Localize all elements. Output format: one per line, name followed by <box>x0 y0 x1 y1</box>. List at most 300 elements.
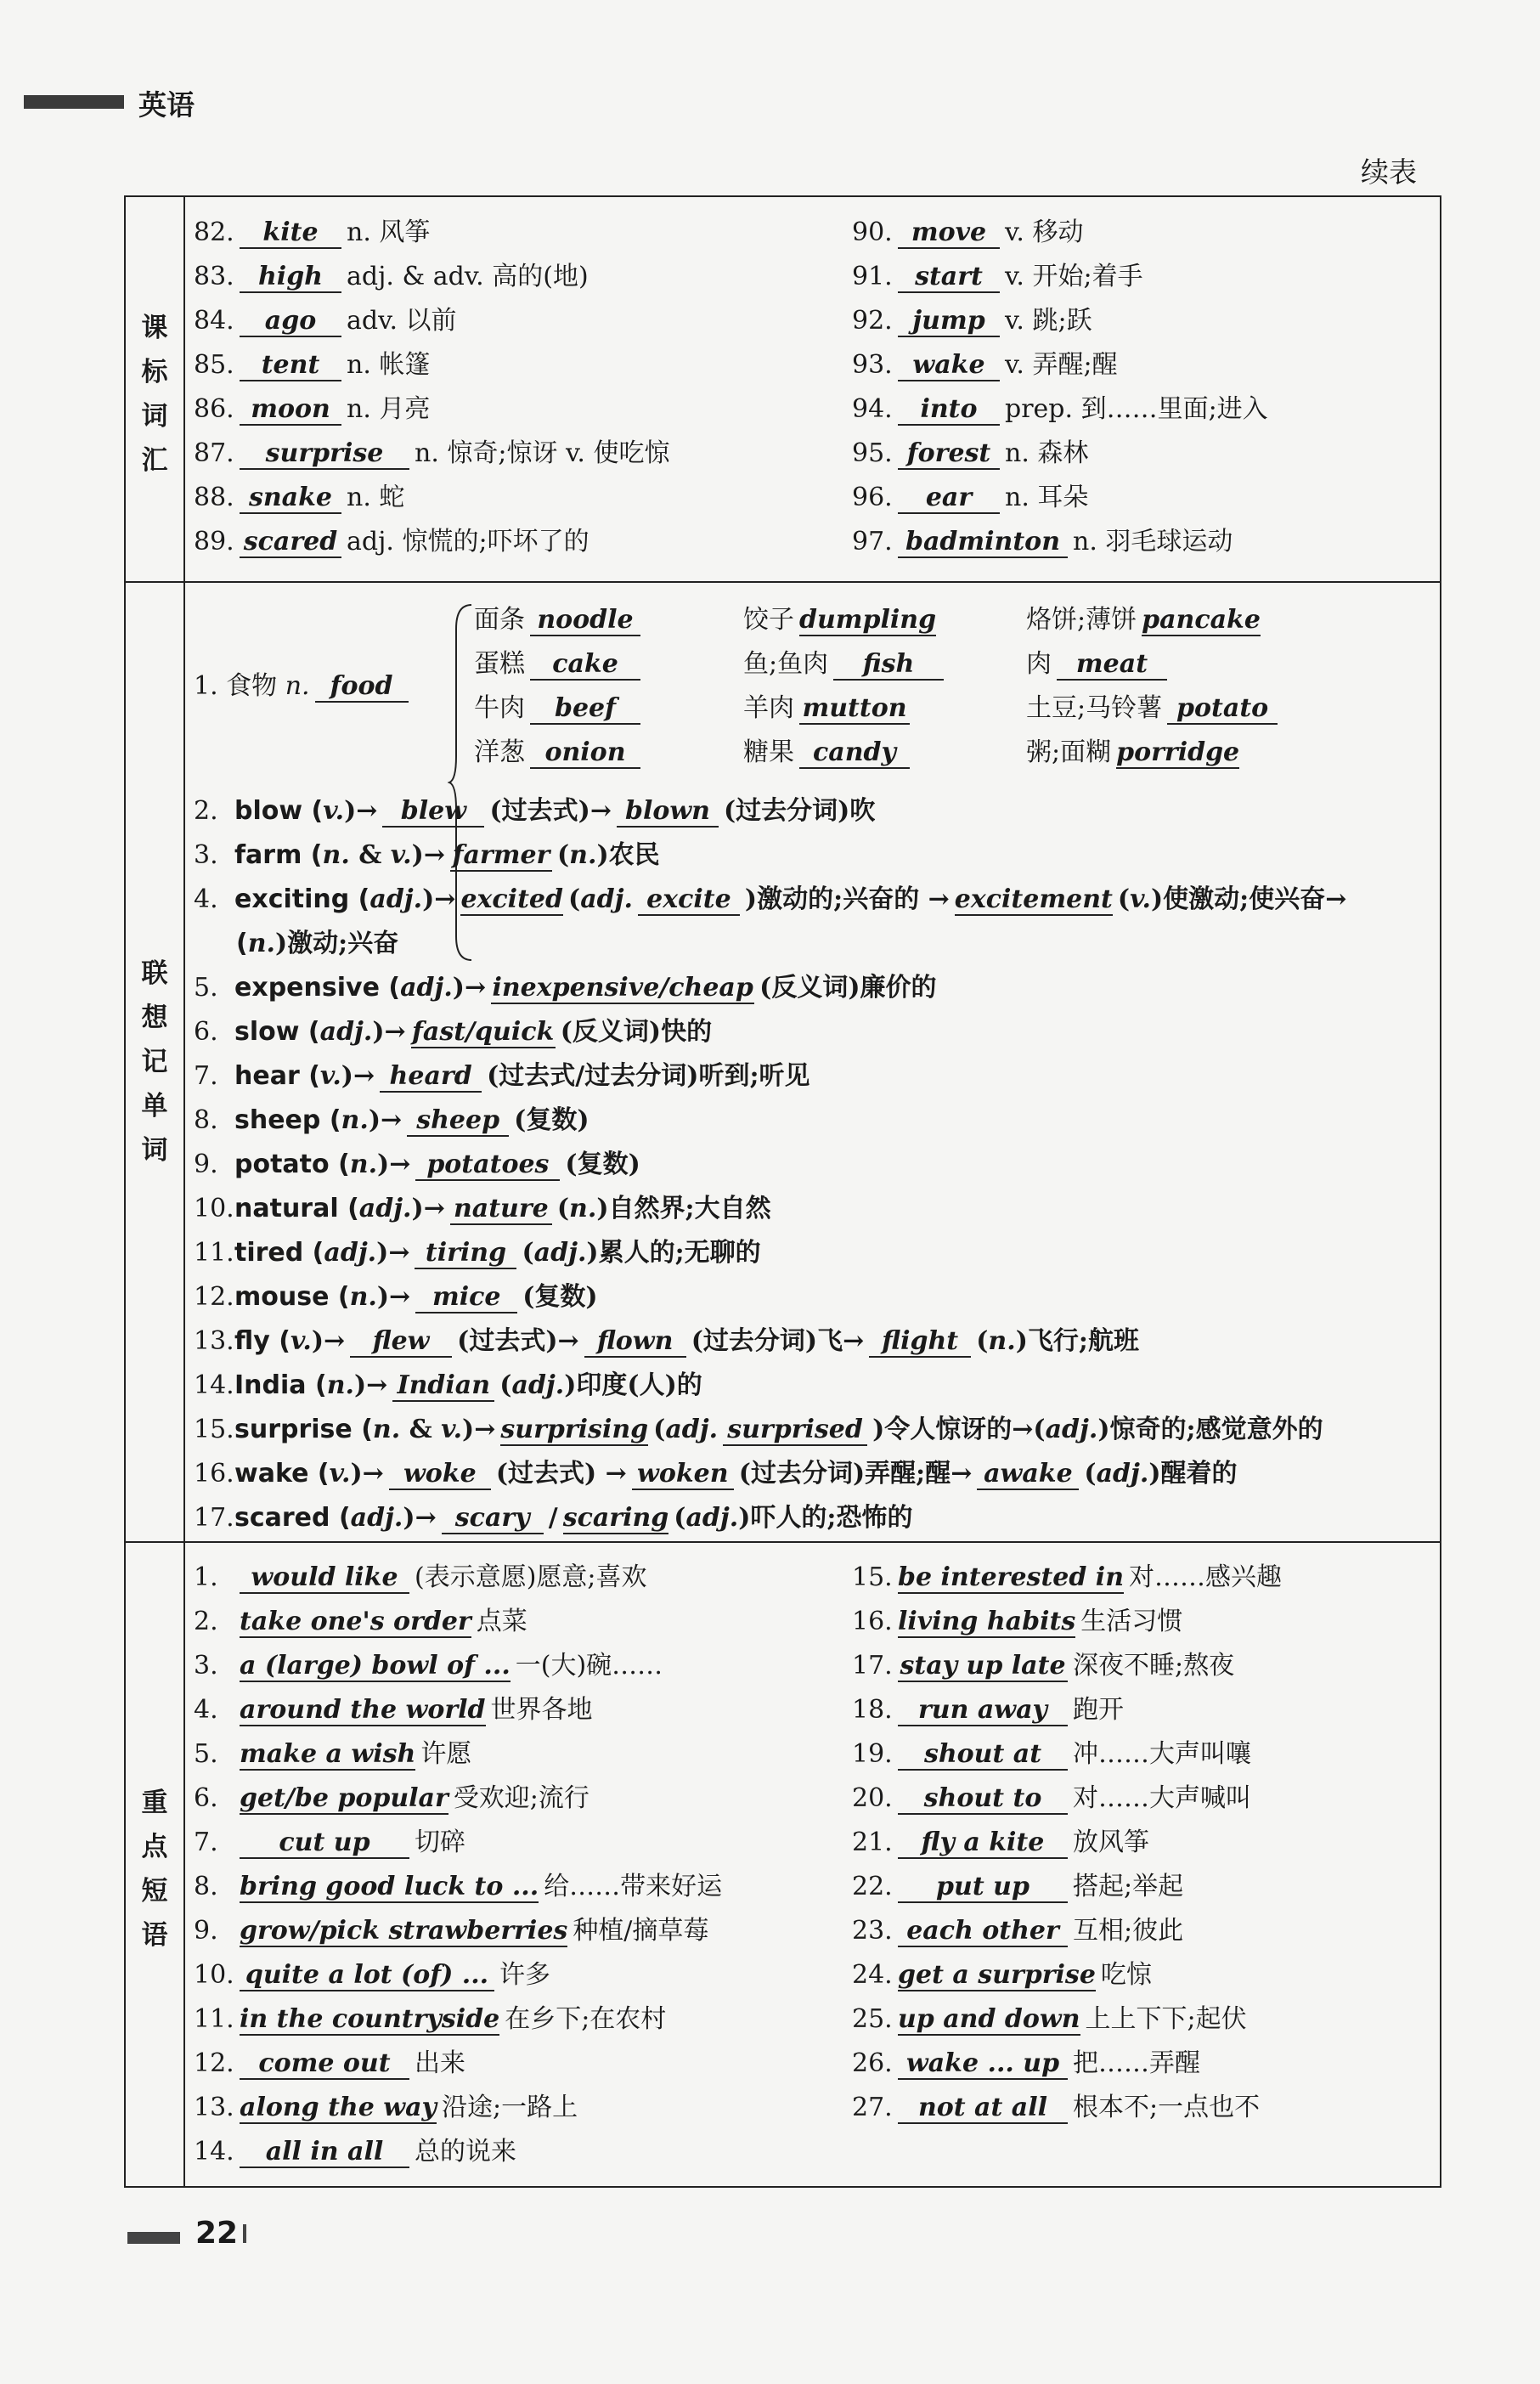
part-of-speech: adj. <box>319 1017 373 1047</box>
answer-blank: woken <box>632 1460 734 1490</box>
item-number: 16. <box>194 1459 234 1489</box>
answer-blank: excited <box>460 884 563 914</box>
phrase-meaning: 深夜不睡;熬夜 <box>1073 1651 1235 1681</box>
item-meaning: prep. 到……里面;进入 <box>1005 394 1268 424</box>
answer-blank: mice <box>415 1283 517 1313</box>
assoc-text: ( <box>1033 1415 1046 1444</box>
food-cn: 鱼;鱼肉 <box>743 649 829 679</box>
assoc-text: )令人惊讶的→ <box>872 1415 1034 1444</box>
phrase-item <box>194 1561 647 1595</box>
food-item <box>474 603 646 637</box>
assoc-item <box>194 839 660 873</box>
item-number: 9. <box>194 1150 218 1179</box>
answer-blank: potatoes <box>415 1150 560 1181</box>
assoc-text: (复数) <box>565 1150 640 1179</box>
vocab-item <box>852 437 1088 471</box>
part-of-speech: n. <box>569 1194 597 1223</box>
item-number: 13. <box>194 2093 234 2122</box>
phrase-meaning: 放风筝 <box>1073 1828 1149 1857</box>
answer-blank: all in all <box>240 2138 409 2168</box>
item-number: 85. <box>194 350 234 380</box>
phrase-item <box>852 1826 1149 1860</box>
assoc-text: )→ <box>350 1459 384 1489</box>
item-meaning: adj. 惊慌的;吓坏了的 <box>347 527 589 556</box>
food-item <box>1026 603 1266 637</box>
assoc-item <box>194 1369 702 1403</box>
answer-blank: cut up <box>240 1828 409 1859</box>
answer-blank: get/be popular <box>240 1783 448 1813</box>
vocab-item <box>194 260 589 294</box>
item-number: 20. <box>852 1783 893 1813</box>
phrase-meaning: 对……大声喊叫 <box>1073 1783 1251 1813</box>
assoc-text: (过去分词)吹 <box>723 796 876 826</box>
answer-blank: inexpensive/cheap <box>492 973 753 1003</box>
answer-blank: fly a kite <box>898 1828 1068 1859</box>
item-meaning: n. 蛇 <box>347 483 405 512</box>
assoc-item <box>194 1192 771 1226</box>
phrase-item <box>194 1958 550 1992</box>
phrase-item <box>852 1737 1251 1771</box>
assoc-text: wake ( <box>234 1459 330 1489</box>
food-item <box>1026 647 1172 681</box>
part-of-speech: n. <box>247 929 275 958</box>
assoc-text: (复数) <box>514 1105 589 1135</box>
assoc-text: )印度(人)的 <box>564 1370 702 1400</box>
assoc-text: )自然界;大自然 <box>596 1194 771 1223</box>
answer-blank: shout to <box>898 1784 1068 1815</box>
item-number: 4. <box>194 1695 218 1725</box>
answer-blank: put up <box>898 1873 1068 1903</box>
item-number: 16. <box>852 1607 893 1636</box>
answer-blank: dumpling <box>799 605 937 635</box>
phrase-meaning: 上上下下;起伏 <box>1085 2004 1247 2034</box>
phrase-meaning: 在乡下;在农村 <box>505 2004 667 2034</box>
assoc-text: (过去式)→ <box>457 1326 579 1356</box>
phrase-meaning: 种植/摘草莓 <box>573 1916 709 1946</box>
answer-blank: around the world <box>240 1695 486 1725</box>
answer-blank: high <box>240 263 341 293</box>
part-of-speech: n. <box>569 840 597 870</box>
item-number: 83. <box>194 262 234 291</box>
assoc-item <box>194 971 937 1005</box>
item-number: 8. <box>194 1872 218 1901</box>
item-number: 86. <box>194 394 234 424</box>
part-of-speech: adj. <box>685 1503 739 1533</box>
answer-blank: candy <box>799 738 910 769</box>
part-of-speech: v. <box>1130 884 1151 914</box>
item-number: 93. <box>852 350 893 380</box>
vocab-item <box>852 348 1118 382</box>
food-item <box>743 647 949 681</box>
part-of-speech: n. <box>349 1150 378 1179</box>
phrase-item <box>194 2047 465 2081</box>
answer-blank: forest <box>898 439 1000 470</box>
phrase-item <box>852 1649 1234 1683</box>
food-cn: 烙饼;薄饼 <box>1026 605 1137 635</box>
answer-blank: not at all <box>898 2093 1068 2124</box>
answer-blank: come out <box>240 2049 409 2080</box>
answer-blank: farmer <box>450 841 552 872</box>
food-prefix: 1. 食物 <box>194 671 278 701</box>
answer-blank: surprise <box>240 439 409 470</box>
food-cn: 牛肉 <box>474 693 525 723</box>
assoc-text: )→ <box>376 1238 410 1268</box>
part-of-speech: v. <box>290 1326 312 1356</box>
item-number: 11. <box>194 2004 234 2034</box>
part-of-speech: adj. <box>1045 1415 1098 1444</box>
item-meaning: v. 弄醒;醒 <box>1005 350 1118 380</box>
answer-blank: pancake <box>1142 605 1261 635</box>
assoc-text: )→ <box>462 1415 496 1444</box>
phrase-item <box>852 1693 1124 1727</box>
food-cn: 土豆;马铃薯 <box>1026 693 1163 723</box>
answer-blank: fish <box>833 650 944 681</box>
phrase-item <box>852 1958 1152 1992</box>
vocab-item <box>852 525 1233 559</box>
food-item <box>1026 692 1283 726</box>
assoc-text: )使激动;使兴奋→ <box>1150 884 1347 914</box>
assoc-item <box>236 927 398 961</box>
answer-blank: stay up late <box>898 1652 1068 1682</box>
item-number: 14. <box>194 2137 234 2167</box>
item-number: 3. <box>194 840 218 870</box>
part-of-speech: adj. <box>358 1194 412 1223</box>
answer-blank: tiring <box>415 1239 516 1269</box>
vocab-item <box>852 304 1092 338</box>
answer-blank: start <box>898 263 1000 293</box>
assoc-text: ( <box>976 1326 989 1356</box>
assoc-text: )→ <box>353 1370 388 1400</box>
answer-blank: quite a lot (of) ... <box>240 1961 494 1991</box>
assoc-text: ( <box>236 929 248 958</box>
phrase-item <box>852 1561 1282 1595</box>
answer-blank: scary <box>442 1504 544 1534</box>
part-of-speech: n. <box>372 1415 401 1444</box>
item-number: 15. <box>194 1415 234 1444</box>
food-cn: 洋葱 <box>474 737 525 767</box>
item-meaning: n. 风筝 <box>347 217 431 247</box>
assoc-text: )→ <box>368 1105 403 1135</box>
item-number: 19. <box>852 1739 893 1769</box>
assoc-text: potato ( <box>234 1150 350 1179</box>
assoc-text: )吓人的;恐怖的 <box>738 1503 913 1533</box>
answer-blank: meat <box>1057 650 1167 681</box>
phrase-meaning: 给……带来好运 <box>544 1872 723 1901</box>
assoc-text: & <box>400 1415 442 1444</box>
item-number: 91. <box>852 262 893 291</box>
assoc-text: ( <box>499 1370 512 1400</box>
item-number: 24. <box>852 1960 893 1990</box>
part-of-speech: n. <box>349 1282 377 1312</box>
assoc-text: / <box>548 1503 558 1533</box>
phrase-item <box>194 1693 593 1727</box>
phrase-meaning: 沿途;一路上 <box>441 2093 578 2122</box>
food-item <box>743 603 941 637</box>
phrase-item <box>852 1914 1183 1948</box>
answer-blank: flight <box>869 1327 971 1358</box>
part-of-speech: adj. <box>665 1415 719 1444</box>
answer-blank: grow/pick strawberries <box>240 1916 568 1946</box>
item-number: 89. <box>194 527 234 556</box>
assoc-text: )→ <box>411 1194 445 1223</box>
item-number: 18. <box>852 1695 893 1725</box>
section-label-vocab: 课 标 词 汇 <box>141 313 168 476</box>
phrase-item <box>194 1914 708 1948</box>
assoc-text: )→ <box>376 1282 411 1312</box>
assoc-text: ( <box>1084 1459 1097 1489</box>
assoc-text: )飞行;航班 <box>1015 1326 1139 1356</box>
food-cn: 肉 <box>1026 649 1052 679</box>
answer-blank: excite <box>638 885 740 916</box>
item-number: 8. <box>194 1105 218 1135</box>
part-of-speech: v. <box>319 1061 341 1091</box>
answer-blank: mutton <box>799 694 910 725</box>
assoc-text: fly ( <box>234 1326 291 1356</box>
assoc-text: (复数) <box>522 1282 598 1312</box>
item-number: 26. <box>852 2048 893 2078</box>
vocab-item <box>194 437 670 471</box>
food-cn: 蛋糕 <box>474 649 525 679</box>
assoc-text: farm ( <box>234 840 323 870</box>
answer-blank: up and down <box>898 2004 1080 2034</box>
item-meaning: n. 森林 <box>1005 438 1089 468</box>
vocab-item <box>194 525 589 559</box>
assoc-text: )激动的;兴奋的 → <box>744 884 950 914</box>
food-item <box>743 692 915 726</box>
answer-blank: heard <box>380 1062 482 1093</box>
assoc-text: )→ <box>341 1061 375 1091</box>
part-of-speech: adj. <box>324 1238 377 1268</box>
assoc-text: ( <box>568 884 581 914</box>
assoc-text: (过去式/过去分词)听到;听见 <box>487 1061 810 1091</box>
footer-tick <box>243 2224 246 2243</box>
phrase-meaning: 对……感兴趣 <box>1129 1562 1283 1592</box>
phrase-meaning: 受欢迎;流行 <box>453 1783 589 1813</box>
assoc-text: natural ( <box>234 1194 359 1223</box>
part-of-speech: v. <box>323 796 345 826</box>
part-of-speech: v. <box>390 840 412 870</box>
answer-blank: excitement <box>954 884 1113 914</box>
answer-blank: wake ... up <box>898 2049 1068 2080</box>
phrase-item <box>194 1826 465 1860</box>
item-number: 87. <box>194 438 234 468</box>
answer-blank: surprising <box>500 1415 649 1444</box>
answer-blank: ago <box>240 307 341 337</box>
assoc-text: (反义词)廉价的 <box>759 973 937 1003</box>
part-of-speech: adj. <box>533 1238 587 1268</box>
item-number: 92. <box>852 306 893 336</box>
vocab-table <box>124 195 1441 2188</box>
answer-blank: in the countryside <box>240 2004 500 2034</box>
assoc-text: India ( <box>234 1370 327 1400</box>
part-of-speech: adj. <box>1096 1459 1149 1489</box>
food-item <box>474 692 646 726</box>
vocab-item <box>194 304 457 338</box>
item-meaning: v. 移动 <box>1005 217 1084 247</box>
answer-blank: surprised <box>723 1415 867 1446</box>
food-cn: 面条 <box>474 605 525 635</box>
food-item <box>474 647 646 681</box>
assoc-text: (过去式) → <box>495 1459 627 1489</box>
assoc-item <box>194 1501 912 1535</box>
phrase-item <box>194 1737 471 1771</box>
phrase-item <box>194 1870 722 1904</box>
phrase-item <box>852 2091 1260 2125</box>
answer-blank: scaring <box>562 1503 669 1533</box>
assoc-text: )→ <box>372 1017 406 1047</box>
phrase-meaning: 搭起;举起 <box>1073 1872 1184 1901</box>
assoc-item <box>194 1413 1323 1447</box>
item-number: 94. <box>852 394 893 424</box>
item-number: 11. <box>194 1238 234 1268</box>
phrase-item <box>194 2091 578 2125</box>
part-of-speech: n. <box>322 840 350 870</box>
answer-blank: make a wish <box>240 1739 416 1769</box>
subject-title: 英语 <box>138 88 195 121</box>
phrase-item <box>194 2003 666 2037</box>
phrase-meaning: 点菜 <box>476 1607 527 1636</box>
assoc-text: tired ( <box>234 1238 324 1268</box>
assoc-text: ( <box>556 1194 570 1223</box>
vocab-item <box>194 393 430 427</box>
assoc-text: exciting ( <box>234 884 370 914</box>
phrase-item <box>194 2135 516 2169</box>
answer-blank: cake <box>530 650 640 681</box>
item-number: 13. <box>194 1326 234 1356</box>
answer-blank: run away <box>898 1696 1068 1726</box>
assoc-text: ( <box>1117 884 1131 914</box>
assoc-item <box>194 1104 589 1138</box>
part-of-speech: adj. <box>580 884 633 914</box>
assoc-text: )激动;兴奋 <box>274 929 399 958</box>
item-number: 4. <box>194 884 218 914</box>
part-of-speech: adj. <box>400 973 453 1003</box>
item-number: 1. <box>194 1562 218 1592</box>
phrase-meaning: 一(大)碗…… <box>515 1651 663 1681</box>
item-meaning: n. 羽毛球运动 <box>1073 527 1233 556</box>
vocab-item <box>194 481 404 515</box>
phrase-meaning: 根本不;一点也不 <box>1073 2093 1261 2122</box>
answer-blank: scared <box>240 528 341 558</box>
item-number: 2. <box>194 1607 218 1636</box>
item-number: 97. <box>852 527 893 556</box>
answer-blank: wake <box>898 351 1000 381</box>
answer-blank: move <box>898 218 1000 249</box>
answer-blank: take one's order <box>240 1607 471 1636</box>
assoc-text: (反义词)快的 <box>560 1017 713 1047</box>
assoc-item <box>194 1457 1238 1491</box>
assoc-text: slow ( <box>234 1017 320 1047</box>
assoc-text: (过去分词)飞→ <box>691 1326 865 1356</box>
answer-blank: shout at <box>898 1740 1068 1771</box>
vocab-item <box>194 348 430 382</box>
vocab-item <box>852 481 1088 515</box>
part-of-speech: adj. <box>369 884 423 914</box>
phrase-item <box>852 2003 1247 2037</box>
answer-blank: flown <box>584 1327 686 1358</box>
item-number: 22. <box>852 1872 893 1901</box>
answer-blank: living habits <box>898 1607 1076 1636</box>
phrase-item <box>194 1782 589 1816</box>
item-number: 12. <box>194 1282 234 1312</box>
food-main <box>194 669 414 703</box>
item-number: 6. <box>194 1783 218 1813</box>
phrase-item <box>852 1870 1183 1904</box>
item-number: 88. <box>194 483 234 512</box>
assoc-item <box>194 1325 1139 1359</box>
section-label-assoc: 联 想 记 单 词 <box>141 958 168 1166</box>
phrase-meaning: (表示意愿)愿意;喜欢 <box>415 1562 647 1592</box>
item-number: 27. <box>852 2093 893 2122</box>
item-number: 25. <box>852 2004 893 2034</box>
item-number: 7. <box>194 1828 218 1857</box>
answer-blank: fast/quick <box>412 1017 555 1047</box>
item-meaning: adj. & adv. 高的(地) <box>347 262 589 291</box>
vocab-item <box>852 216 1083 250</box>
assoc-text: blow ( <box>234 796 324 826</box>
answer-blank: along the way <box>240 2093 437 2122</box>
item-number: 14. <box>194 1370 234 1400</box>
item-meaning: n. 帐篷 <box>347 350 431 380</box>
food-cn: 饺子 <box>743 605 794 635</box>
assoc-text: )农民 <box>596 840 660 870</box>
assoc-item <box>194 1236 761 1270</box>
food-item <box>1026 736 1244 770</box>
assoc-text: ( <box>674 1503 686 1533</box>
phrase-meaning: 互相;彼此 <box>1073 1916 1184 1946</box>
phrase-meaning: 冲……大声叫嚷 <box>1073 1739 1251 1769</box>
phrase-item <box>194 1605 527 1639</box>
food-cn: 糖果 <box>743 737 794 767</box>
part-of-speech: n. <box>988 1326 1016 1356</box>
answer-blank: flew <box>350 1327 452 1358</box>
food-item <box>743 736 915 770</box>
answer-blank: sheep <box>407 1106 509 1137</box>
phrase-meaning: 吃惊 <box>1100 1960 1152 1990</box>
answer-blank: Indian <box>392 1371 494 1402</box>
assoc-text: ( <box>522 1238 534 1268</box>
part-of-speech: n. <box>341 1105 369 1135</box>
phrase-meaning: 世界各地 <box>490 1695 593 1725</box>
answer-blank: blown <box>617 797 719 828</box>
answer-blank: would like <box>240 1563 409 1594</box>
item-number: 2. <box>194 796 218 826</box>
answer-blank: blew <box>382 797 484 828</box>
item-number: 15. <box>852 1562 893 1592</box>
answer-blank: kite <box>240 218 341 249</box>
answer-blank: ear <box>898 483 1000 514</box>
vocab-item <box>194 216 430 250</box>
item-number: 6. <box>194 1017 218 1047</box>
footer-bar <box>127 2232 180 2244</box>
part-of-speech: v. <box>329 1459 351 1489</box>
assoc-text: )→ <box>311 1326 346 1356</box>
page-number: 22 <box>195 2216 239 2251</box>
answer-blank: nature <box>450 1195 552 1225</box>
part-of-speech: adj. <box>350 1503 403 1533</box>
phrase-item <box>852 1782 1251 1816</box>
phrase-item <box>852 2047 1200 2081</box>
answer-blank: bring good luck to ... <box>240 1872 539 1901</box>
assoc-text: )→ <box>377 1150 411 1179</box>
answer-blank: food <box>315 672 409 703</box>
phrase-meaning: 切碎 <box>415 1828 465 1857</box>
answer-blank: snake <box>240 483 341 514</box>
assoc-text: ( <box>556 840 570 870</box>
item-number: 90. <box>852 217 893 247</box>
assoc-item <box>194 1148 640 1182</box>
part-of-speech: adj. <box>511 1370 565 1400</box>
